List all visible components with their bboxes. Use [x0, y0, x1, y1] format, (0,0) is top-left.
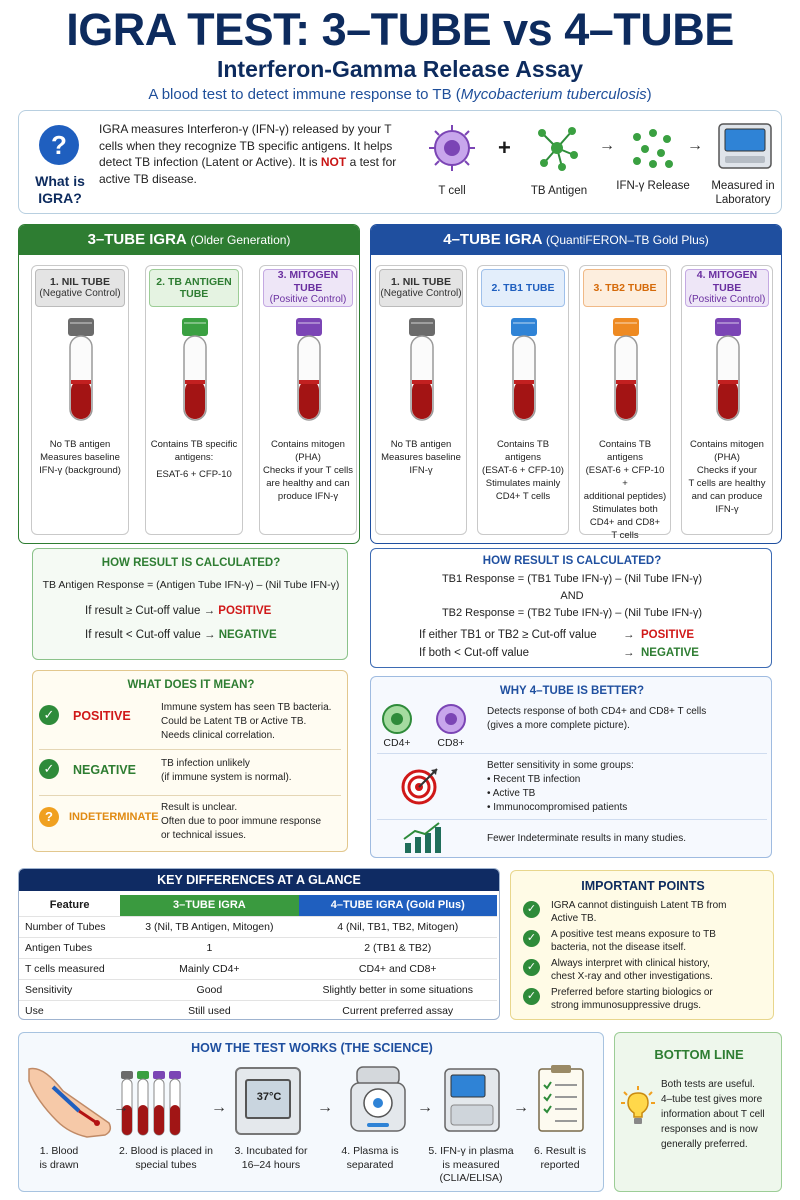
cd8-cell-icon	[435, 703, 467, 735]
why-point-3: Fewer Indeterminate results in many studies.	[487, 833, 686, 844]
tube-card	[477, 265, 569, 535]
blood-tube-icon	[291, 316, 327, 429]
calc-title: HOW RESULT IS CALCULATED?	[101, 557, 281, 569]
tube-label: 2. TB ANTIGEN TUBE	[149, 269, 239, 307]
rule-negative-text: If both < Cut-off value	[419, 647, 530, 659]
ifn-release-icon	[631, 129, 675, 169]
col-header-four-tube: 4–TUBE IGRA (Gold Plus)	[299, 895, 498, 916]
intro-panel	[18, 110, 782, 214]
target-icon	[401, 765, 441, 805]
status-negative: NEGATIVE	[73, 763, 136, 777]
flow-label-tb-antigen: TB Antigen	[530, 185, 588, 197]
step-label: 4. Plasma is separated	[341, 1145, 399, 1171]
bottom-line-panel	[614, 1032, 782, 1192]
rule-negative: If result < Cut-off value → NEGATIVE	[85, 629, 277, 641]
rule-positive: If result ≥ Cut-off value → POSITIVE	[85, 605, 272, 617]
step-label: 3. Incubated for 16–24 hours	[234, 1145, 308, 1171]
rule-negative-arrow: →	[623, 647, 635, 659]
tube-description: No TB antigen Measures baseline IFN-γ	[381, 439, 461, 476]
tube-label: 3. TB2 TUBE	[583, 269, 667, 307]
meaning-title: WHAT DOES IT MEAN?	[127, 679, 255, 691]
flow-label-laboratory: Measured in Laboratory	[711, 180, 775, 206]
bottom-line-title: BOTTOM LINE	[654, 1047, 744, 1062]
divider	[39, 749, 341, 750]
table-cell: CD4+ and CD8+	[299, 958, 498, 979]
tb-antigen-icon	[534, 125, 580, 171]
col-header-three-tube: 3–TUBE IGRA	[120, 895, 298, 916]
why-point-1: Detects response of both CD4+ and CD8+ T cells (gives a more complete picture).	[487, 706, 707, 731]
calc-formula: TB Antigen Response = (Antigen Tube IFN-γ) – (Nil Tube IFN-γ)	[42, 579, 340, 591]
lab-machine-icon	[716, 121, 774, 173]
three-tube-panel	[18, 224, 360, 544]
table-cell: Number of Tubes	[19, 916, 120, 937]
tube-description: No TB antigen Measures baseline IFN-γ (background)	[39, 439, 121, 476]
table-cell: Good	[120, 979, 298, 1000]
table-cell: 2 (TB1 & TB2)	[299, 937, 498, 958]
step-label: 6. Result is reported	[534, 1145, 586, 1171]
important-point: Always interpret with clinical history, chest X-ray and other investigations.	[551, 958, 713, 982]
table-cell: Antigen Tubes	[19, 937, 120, 958]
step-label: 2. Blood is placed in special tubes	[119, 1145, 213, 1171]
three-tube-header: 3–TUBE IGRA (Older Generation)	[19, 225, 359, 255]
meaning-panel	[32, 670, 348, 852]
rule-positive-text: If either TB1 or TB2 ≥ Cut-off value	[419, 629, 597, 641]
key-differences-table	[19, 895, 497, 1020]
step-label: 1. Blood is drawn	[39, 1145, 79, 1171]
table-cell: Current preferred assay	[299, 1000, 498, 1020]
meaning-negative-text: TB infection unlikely (if immune system is normal).	[161, 758, 292, 783]
arrow-icon: →	[687, 137, 703, 154]
check-icon: ✓	[523, 988, 540, 1005]
important-point: Preferred before starting biologics or strong immunosuppressive drugs.	[551, 987, 713, 1011]
arrow-icon: →	[513, 1099, 529, 1116]
rule-positive-arrow: →	[623, 629, 635, 641]
cd4-cell-icon	[381, 703, 413, 735]
tube-label: 3. MITOGEN TUBE (Positive Control)	[263, 269, 353, 307]
page-subtitle: Interferon-Gamma Release Assay	[216, 56, 584, 82]
cd8-label: CD8+	[437, 737, 465, 749]
arrow-icon: →	[113, 1099, 129, 1116]
three-tube-calculation	[32, 548, 348, 660]
calc-title: HOW RESULT IS CALCULATED?	[482, 555, 662, 567]
table-row	[19, 1000, 497, 1020]
arrow-icon: →	[317, 1099, 333, 1116]
status-positive: POSITIVE	[73, 709, 131, 723]
tube-description: Contains mitogen (PHA) Checks if your T cells are healthy and can produce IFN-γ	[263, 439, 353, 502]
important-point: A positive test means exposure to TB bacteria, not the disease itself.	[551, 929, 716, 953]
flow-label-t-cell: T cell	[438, 185, 466, 197]
how-title: HOW THE TEST WORKS (THE SCIENCE)	[191, 1041, 433, 1055]
plus-symbol: +	[498, 135, 511, 160]
tube-label: 1. NIL TUBE (Negative Control)	[35, 269, 125, 307]
table-cell: Use	[19, 1000, 120, 1020]
analyzer-icon	[437, 1065, 507, 1135]
check-icon: ✓	[523, 959, 540, 976]
blood-tube-icon	[177, 316, 213, 429]
table-cell: Still used	[120, 1000, 298, 1020]
calc-formula-tb2: TB2 Response = (TB2 Tube IFN-γ) – (Nil Tube IFN-γ)	[441, 607, 703, 619]
tube-label: 2. TB1 TUBE	[481, 269, 565, 307]
table-cell: 1	[120, 937, 298, 958]
tube-card	[259, 265, 357, 535]
arrow-icon: →	[417, 1099, 433, 1116]
tube-card	[579, 265, 671, 541]
divider	[377, 753, 767, 754]
tube-description: Contains TB specific antigens: ESAT-6 + CFP-10	[150, 439, 238, 480]
rule-negative-result: NEGATIVE	[641, 647, 699, 659]
question-icon: ?	[39, 125, 79, 165]
tube-card	[145, 265, 243, 535]
tube-card	[375, 265, 467, 535]
important-title: IMPORTANT POINTS	[581, 879, 705, 893]
divider	[377, 819, 767, 820]
four-tube-panel	[370, 224, 782, 544]
question-icon: ?	[39, 807, 59, 827]
tube-card	[31, 265, 129, 535]
tube-description: Contains TB antigens (ESAT-6 + CFP-10) Stimulates mainly CD4+ T cells	[482, 439, 564, 502]
table-cell: Slightly better in some situations	[299, 979, 498, 1000]
table-row	[19, 979, 497, 1000]
tube-label: 4. MITOGEN TUBE (Positive Control)	[685, 269, 769, 307]
table-cell: 3 (Nil, TB Antigen, Mitogen)	[120, 916, 298, 937]
check-icon: ✓	[39, 705, 59, 725]
calc-formula-tb1: TB1 Response = (TB1 Tube IFN-γ) – (Nil Tube IFN-γ)	[441, 573, 703, 585]
divider	[39, 795, 341, 796]
rule-positive-result: POSITIVE	[641, 629, 695, 641]
table-cell: Mainly CD4+	[120, 958, 298, 979]
arrow-icon: →	[599, 137, 615, 154]
tube-card	[681, 265, 773, 535]
blood-tube-icon	[506, 316, 542, 429]
growth-chart-icon	[401, 821, 445, 855]
blood-tube-icon	[63, 316, 99, 429]
key-differences-title: KEY DIFFERENCES AT A GLANCE	[19, 869, 499, 891]
four-tube-header: 4–TUBE IGRA (QuantiFERON–TB Gold Plus)	[371, 225, 781, 255]
tube-description: Contains TB antigens (ESAT-6 + CFP-10 + additional peptides) Stimulates both CD4+ and CD8+ T cells	[583, 439, 667, 541]
check-icon: ✓	[523, 901, 540, 918]
table-cell: T cells measured	[19, 958, 120, 979]
report-icon	[535, 1063, 587, 1135]
tube-description: Contains mitogen (PHA) Checks if your T cells are healthy and can produce IFN-γ	[688, 439, 766, 515]
blood-tube-icon	[404, 316, 440, 429]
four-tube-calculation	[370, 548, 772, 668]
why-panel	[370, 676, 772, 858]
table-row	[19, 937, 497, 958]
why-point-2: Better sensitivity in some groups: • Recent TB infection • Active TB • Immunocompromised patients	[487, 760, 634, 813]
table-row	[19, 958, 497, 979]
important-points-panel	[510, 870, 774, 1020]
flow-label-ifn-release: IFN-γ Release	[616, 180, 690, 192]
incubator-icon	[235, 1067, 301, 1135]
key-differences-panel	[18, 868, 500, 1020]
incubator-temperature: 37°C	[256, 1091, 282, 1103]
blood-tube-icon	[608, 316, 644, 429]
meaning-positive-text: Immune system has seen TB bacteria. Could be Latent TB or Active TB. Needs clinical correlation.	[161, 702, 332, 741]
arrow-icon: →	[211, 1099, 227, 1116]
table-cell: Sensitivity	[19, 979, 120, 1000]
table-row	[19, 916, 497, 937]
calc-and: AND	[560, 590, 584, 602]
page-tagline: A blood test to detect immune response to TB (Mycobacterium tuberculosis)	[148, 86, 652, 103]
important-point: IGRA cannot distinguish Latent TB from Active TB.	[551, 900, 727, 924]
why-title: WHY 4–TUBE IS BETTER?	[499, 685, 645, 697]
tube-label: 1. NIL TUBE (Negative Control)	[379, 269, 463, 307]
blood-tube-icon	[710, 316, 746, 429]
centrifuge-icon	[347, 1063, 409, 1137]
meaning-indeterminate-text: Result is unclear. Often due to poor immune response or technical issues.	[161, 802, 322, 841]
status-indeterminate: INDETERMINATE	[69, 811, 159, 823]
step-label: 5. IFN-γ in plasma is measured (CLIA/ELISA)	[428, 1145, 514, 1184]
bottom-line-text: Both tests are useful. 4–tube test gives more information about T cell responses and is now generally preferred.	[661, 1079, 765, 1150]
how-test-works-panel	[18, 1032, 604, 1192]
lightbulb-icon	[621, 1085, 655, 1127]
check-icon: ✓	[39, 759, 59, 779]
blood-draw-icon	[23, 1061, 115, 1141]
table-cell: 4 (Nil, TB1, TB2, Mitogen)	[299, 916, 498, 937]
what-is-igra-label: What is IGRA?	[35, 173, 85, 206]
cd4-label: CD4+	[383, 737, 411, 749]
check-icon: ✓	[523, 930, 540, 947]
t-cell-icon	[427, 123, 477, 173]
col-header-feature: Feature	[19, 895, 120, 916]
intro-description: IGRA measures Interferon-γ (IFN-γ) released by your T cells when they recognize TB specific antigens. It helps detect TB infection (Latent or Active). It is NOT a test for active TB disease.	[99, 122, 397, 186]
page-title: IGRA TEST: 3–TUBE vs 4–TUBE	[66, 4, 734, 55]
